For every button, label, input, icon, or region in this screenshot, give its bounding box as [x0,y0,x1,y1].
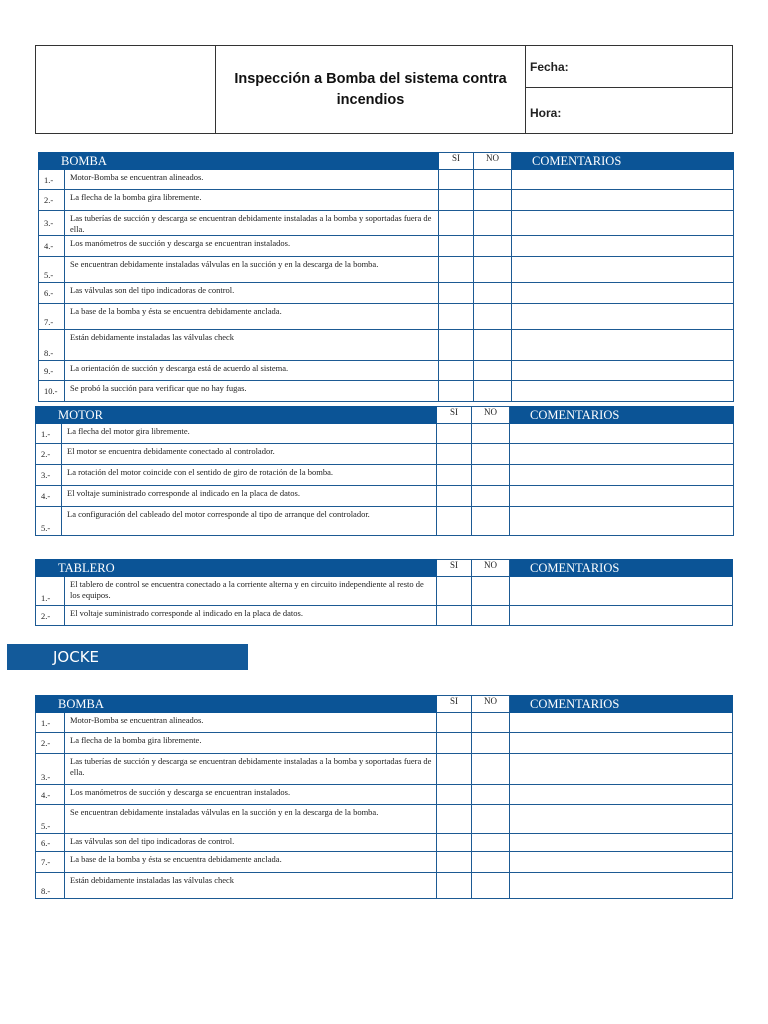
item-description: Están debidamente instaladas las válvulas check [65,330,439,361]
no-checkbox-cell[interactable] [474,283,512,304]
si-checkbox-cell[interactable] [437,805,472,834]
item-number: 9.- [39,361,65,381]
checklist-row [39,361,734,381]
item-number: 4.- [36,785,65,805]
item-number: 2.- [36,733,65,754]
checklist-row [39,170,734,190]
si-checkbox-cell[interactable] [439,283,474,304]
no-checkbox-cell[interactable] [472,486,510,507]
checklist-row [36,754,733,785]
item-description: Motor-Bomba se encuentran alineados. [65,170,439,190]
item-description: La configuración del cableado del motor corresponde al tipo de arranque del controlador. [62,507,437,536]
item-description: Los manómetros de succión y descarga se encuentran instalados. [65,785,437,805]
si-checkbox-cell[interactable] [439,211,474,236]
item-description: Están debidamente instaladas las válvulas check [65,873,437,899]
item-description: La orientación de succión y descarga está de acuerdo al sistema. [65,361,439,381]
no-checkbox-cell[interactable] [472,577,510,606]
checklist-row [36,852,733,873]
item-description: Los manómetros de succión y descarga se encuentran instalados. [65,236,439,257]
comment-cell[interactable] [512,283,734,304]
si-checkbox-cell[interactable] [437,507,472,536]
no-checkbox-cell[interactable] [474,190,512,211]
comment-cell[interactable] [510,606,733,626]
si-checkbox-cell[interactable] [437,444,472,465]
si-checkbox-cell[interactable] [437,424,472,444]
item-number: 4.- [36,486,62,507]
item-description: La rotación del motor coincide con el sentido de giro de rotación de la bomba. [62,465,437,486]
comment-cell[interactable] [512,257,734,283]
no-checkbox-cell[interactable] [472,805,510,834]
no-checkbox-cell[interactable] [474,170,512,190]
bomba-checklist [38,152,734,402]
tablero-checklist [35,559,733,626]
checklist-row [39,304,734,330]
no-checkbox-cell[interactable] [474,257,512,283]
checklist-row [39,283,734,304]
section-title-jocke-bomba: BOMBA [36,696,437,713]
item-number: 10.- [39,381,65,402]
page-title: Inspección a Bomba del sistema contra incendios [216,46,526,133]
si-checkbox-cell[interactable] [439,361,474,381]
item-number: 5.- [36,805,65,834]
si-checkbox-cell[interactable] [437,754,472,785]
item-description: Las tuberías de succión y descarga se encuentran debidamente instaladas a la bomba y soportadas fuera de ella. [65,754,437,785]
section-title-motor: MOTOR [36,407,437,424]
form-header [35,45,733,134]
column-no: NO [472,696,510,713]
section-title-tablero: TABLERO [36,560,437,577]
si-checkbox-cell[interactable] [437,873,472,899]
item-number: 2.- [36,444,62,465]
item-number: 1.- [36,424,62,444]
hora-label: Hora: [530,106,562,120]
item-number: 2.- [39,190,65,211]
si-checkbox-cell[interactable] [439,381,474,402]
column-si: SI [437,560,472,577]
column-comentarios: COMENTARIOS [510,407,734,424]
item-description: La flecha de la bomba gira libremente. [65,190,439,211]
logo-cell [36,46,216,133]
comment-cell[interactable] [510,785,733,805]
si-checkbox-cell[interactable] [439,236,474,257]
checklist-row [39,257,734,283]
checklist-row [36,834,733,852]
checklist-row [36,424,734,444]
no-checkbox-cell[interactable] [472,733,510,754]
comment-cell[interactable] [510,577,733,606]
comment-cell[interactable] [512,211,734,236]
item-description: La base de la bomba y ésta se encuentra debidamente anclada. [65,852,437,873]
si-checkbox-cell[interactable] [437,852,472,873]
comment-cell[interactable] [510,486,734,507]
item-description: El tablero de control se encuentra conectado a la corriente alterna y en circuito independiente al resto de los equipos. [65,577,437,606]
comment-cell[interactable] [510,444,734,465]
no-checkbox-cell[interactable] [472,713,510,733]
checklist-row [36,444,734,465]
item-description: Las válvulas son del tipo indicadoras de control. [65,834,437,852]
comment-cell[interactable] [512,170,734,190]
checklist-row [36,486,734,507]
column-comentarios: COMENTARIOS [510,560,733,577]
hora-field[interactable] [526,89,732,133]
comment-cell[interactable] [510,805,733,834]
motor-checklist [35,406,734,536]
si-checkbox-cell[interactable] [437,713,472,733]
item-description: Se probó la succión para verificar que no hay fugas. [65,381,439,402]
item-number: 6.- [39,283,65,304]
comment-cell[interactable] [512,361,734,381]
jocke-section-banner: JOCKE [7,644,248,670]
checklist-row [39,330,734,361]
no-checkbox-cell[interactable] [472,785,510,805]
column-si: SI [437,696,472,713]
comment-cell[interactable] [510,733,733,754]
item-number: 1.- [36,577,65,606]
column-si: SI [437,407,472,424]
comment-cell[interactable] [510,754,733,785]
no-checkbox-cell[interactable] [474,330,512,361]
item-description: La flecha del motor gira libremente. [62,424,437,444]
item-description: El motor se encuentra debidamente conectado al controlador. [62,444,437,465]
comment-cell[interactable] [510,873,733,899]
item-number: 3.- [36,754,65,785]
fecha-field[interactable] [526,46,732,88]
comment-cell[interactable] [510,852,733,873]
checklist-row [36,577,733,606]
checklist-row [36,713,733,733]
si-checkbox-cell[interactable] [439,170,474,190]
item-description: La flecha de la bomba gira libremente. [65,733,437,754]
checklist-row [36,873,733,899]
si-checkbox-cell[interactable] [437,486,472,507]
item-description: Se encuentran debidamente instaladas válvulas en la succión y en la descarga de la bomba. [65,805,437,834]
checklist-row [36,805,733,834]
checklist-row [39,211,734,236]
item-description: La base de la bomba y ésta se encuentra debidamente anclada. [65,304,439,330]
column-no: NO [472,560,510,577]
si-checkbox-cell[interactable] [439,257,474,283]
si-checkbox-cell[interactable] [437,577,472,606]
si-checkbox-cell[interactable] [439,190,474,211]
checklist-row [39,190,734,211]
item-number: 3.- [36,465,62,486]
no-checkbox-cell[interactable] [474,304,512,330]
comment-cell[interactable] [512,190,734,211]
item-number: 7.- [36,852,65,873]
column-si: SI [439,153,474,170]
item-description: El voltaje suministrado corresponde al indicado en la placa de datos. [62,486,437,507]
si-checkbox-cell[interactable] [439,304,474,330]
column-no: NO [474,153,512,170]
si-checkbox-cell[interactable] [437,606,472,626]
item-number: 1.- [39,170,65,190]
si-checkbox-cell[interactable] [437,834,472,852]
no-checkbox-cell[interactable] [472,444,510,465]
comment-cell[interactable] [512,330,734,361]
section-title-bomba: BOMBA [39,153,439,170]
fecha-label: Fecha: [530,60,569,74]
item-number: 3.- [39,211,65,236]
jocke-bomba-checklist [35,695,733,899]
comment-cell[interactable] [512,381,734,402]
item-number: 2.- [36,606,65,626]
no-checkbox-cell[interactable] [472,465,510,486]
no-checkbox-cell[interactable] [472,754,510,785]
column-comentarios: COMENTARIOS [512,153,734,170]
checklist-row [36,465,734,486]
checklist-row [36,733,733,754]
column-no: NO [472,407,510,424]
column-comentarios: COMENTARIOS [510,696,733,713]
item-number: 1.- [36,713,65,733]
si-checkbox-cell[interactable] [437,733,472,754]
item-number: 6.- [36,834,65,852]
no-checkbox-cell[interactable] [472,834,510,852]
checklist-row [39,381,734,402]
item-number: 5.- [36,507,62,536]
item-number: 8.- [39,330,65,361]
no-checkbox-cell[interactable] [472,873,510,899]
checklist-row [39,236,734,257]
no-checkbox-cell[interactable] [472,424,510,444]
checklist-row [36,785,733,805]
no-checkbox-cell[interactable] [474,211,512,236]
comment-cell[interactable] [510,424,734,444]
no-checkbox-cell[interactable] [472,507,510,536]
si-checkbox-cell[interactable] [437,465,472,486]
checklist-row [36,606,733,626]
no-checkbox-cell[interactable] [474,361,512,381]
checklist-row [36,507,734,536]
item-description: Las válvulas son del tipo indicadoras de control. [65,283,439,304]
comment-cell[interactable] [512,304,734,330]
item-number: 5.- [39,257,65,283]
comment-cell[interactable] [512,236,734,257]
item-description: Se encuentran debidamente instaladas válvulas en la succión y en la descarga de la bomba. [65,257,439,283]
comment-cell[interactable] [510,465,734,486]
no-checkbox-cell[interactable] [472,852,510,873]
item-description: Las tuberías de succión y descarga se encuentran debidamente instaladas a la bomba y soportadas fuera de ella. [65,211,439,236]
no-checkbox-cell[interactable] [474,381,512,402]
item-description: El voltaje suministrado corresponde al indicado en la placa de datos. [65,606,437,626]
comment-cell[interactable] [510,834,733,852]
no-checkbox-cell[interactable] [472,606,510,626]
item-number: 8.- [36,873,65,899]
no-checkbox-cell[interactable] [474,236,512,257]
item-number: 4.- [39,236,65,257]
comment-cell[interactable] [510,713,733,733]
item-number: 7.- [39,304,65,330]
comment-cell[interactable] [510,507,734,536]
si-checkbox-cell[interactable] [439,330,474,361]
si-checkbox-cell[interactable] [437,785,472,805]
item-description: Motor-Bomba se encuentran alineados. [65,713,437,733]
